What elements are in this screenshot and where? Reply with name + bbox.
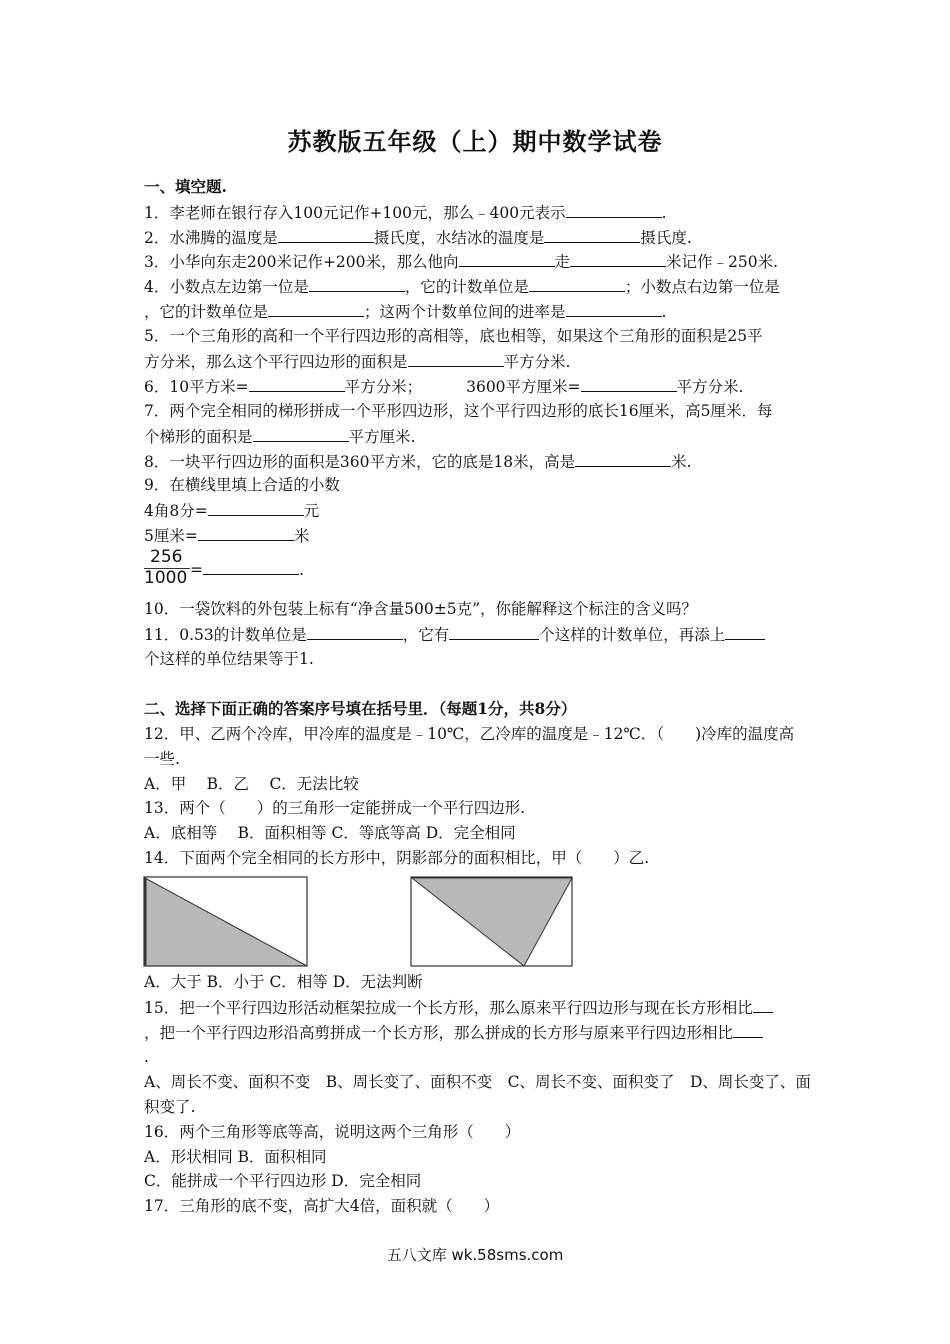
- q15-text-b: ，把一个平行四边形沿高剪拼成一个长方形，那么拼成的长方形与原来平行四边形相比: [144, 1024, 734, 1042]
- rectangle-yi-figure: [410, 876, 574, 968]
- answer-blank[interactable]: [208, 499, 304, 516]
- fraction-256-1000: [144, 547, 304, 588]
- question-11-line2: 个这样的单位结果等于1.: [144, 650, 314, 668]
- q11-text-b: ，它有: [402, 626, 450, 644]
- question-14: 14．下面两个完全相同的长方形中，阴影部分的面积相比，甲（ ）乙.: [144, 849, 650, 867]
- q8-text: 8．一块平行四边形的面积是360平方米，它的底是18米，高是: [144, 453, 576, 471]
- question-16-options-1: A．形状相同 B．面积相同: [144, 1148, 327, 1166]
- q11-text: 11．0.53的计数单位是: [144, 626, 307, 644]
- answer-blank[interactable]: [570, 250, 666, 267]
- answer-blank[interactable]: [544, 226, 640, 243]
- q9-end: .: [299, 561, 304, 579]
- question-17: 17．三角形的底不变，高扩大4倍，面积就（ ）: [144, 1197, 500, 1215]
- q8-text-b: 米.: [671, 453, 692, 471]
- question-4-line1: [144, 275, 812, 298]
- answer-blank[interactable]: [203, 558, 299, 575]
- page-title: 苏教版五年级（上）期中数学试卷: [287, 127, 663, 156]
- page-footer: 五八文库 wk.58sms.com: [386, 1246, 564, 1264]
- question-15-options-cont: 积变了.: [144, 1098, 196, 1116]
- answer-blank[interactable]: [753, 996, 773, 1013]
- question-4-line2: [144, 300, 812, 323]
- question-5-line1: 5．一个三角形的高和一个平行四边形的高相等，底也相等，如果这个三角形的面积是25平: [144, 327, 763, 345]
- answer-blank[interactable]: [309, 275, 405, 292]
- q3-text-b: 走: [554, 253, 571, 271]
- q2-text-c: 摄氏度.: [640, 229, 692, 247]
- question-11-line1: [144, 623, 812, 646]
- answer-blank[interactable]: [733, 1021, 763, 1038]
- question-12-line1: 12．甲、乙两个冷库，甲冷库的温度是﹣10℃，乙冷库的温度是﹣12℃．（ )冷库的温度高: [144, 725, 795, 743]
- answer-blank[interactable]: [249, 375, 345, 392]
- question-9b: [144, 524, 812, 547]
- question-9: 9．在横线里填上合适的小数: [144, 476, 340, 494]
- question-16-options-2: C．能拼成一个平行四边形 D．完全相同: [144, 1172, 422, 1190]
- answer-blank[interactable]: [581, 375, 677, 392]
- q9-text-b1: 4角8分=: [144, 502, 208, 520]
- q7-text-c: 平方厘米.: [348, 428, 416, 446]
- question-15-options: A、周长不变、面积不变 B、周长变了、面积不变 C、周长不变、面积变了 D、周长变了、面: [144, 1073, 811, 1091]
- q3-text: 3．小华向东走200米记作+200米，那么他向: [144, 253, 459, 271]
- question-7-line2: [144, 425, 812, 448]
- q6-text-c: 3600平方厘米=: [466, 378, 581, 396]
- q15-text: 15．把一个平行四边形活动框架拉成一个长方形，那么原来平行四边形与现在长方形相比: [144, 999, 753, 1017]
- answer-blank[interactable]: [566, 300, 662, 317]
- q4-text-e: ；这两个计数单位间的进率是: [364, 303, 566, 321]
- q5-text-c: 平方分米.: [503, 353, 571, 371]
- q4-text-d: ，它的计数单位是: [144, 303, 269, 321]
- question-15-line1: [144, 996, 812, 1019]
- q9-text-c2: 米: [293, 527, 310, 545]
- answer-blank[interactable]: [459, 250, 555, 267]
- question-16: 16．两个三角形等底等高，说明这两个三角形（ ）: [144, 1123, 521, 1141]
- q4-text: 4．小数点左边第一位是: [144, 278, 309, 296]
- q1-text: 1．李老师在银行存入100元记作+100元，那么﹣400元表示: [144, 204, 566, 222]
- fraction-equation: [190, 558, 304, 579]
- q9-text-b2: 元: [303, 502, 320, 520]
- answer-blank[interactable]: [278, 226, 374, 243]
- section1-heading: 一、填空题.: [144, 177, 227, 196]
- answer-blank[interactable]: [449, 623, 539, 640]
- answer-blank[interactable]: [408, 350, 504, 367]
- question-3: [144, 250, 812, 273]
- question-12-line2: 一些.: [144, 750, 180, 768]
- q9-text-c1: 5厘米=: [144, 527, 198, 545]
- question-13-options: A．底相等 B．面积相等 C．等底等高 D．完全相同: [144, 824, 516, 842]
- question-6: [144, 375, 812, 398]
- rectangle-jia-figure: [143, 876, 309, 968]
- fraction-numerator: 256: [150, 547, 183, 567]
- answer-blank[interactable]: [253, 425, 349, 442]
- q6-text-d: 平方分米.: [676, 378, 744, 396]
- question-9a: [144, 499, 812, 522]
- question-7-line1: 7．两个完全相同的梯形拼成一个平形四边形，这个平行四边形的底长16厘米，高5厘米．每: [144, 402, 773, 420]
- question-8: [144, 450, 812, 473]
- answer-blank[interactable]: [307, 623, 403, 640]
- q6-text-b: 平方分米；: [344, 378, 423, 396]
- answer-blank[interactable]: [529, 275, 625, 292]
- fraction-denominator: 1000: [144, 568, 188, 588]
- answer-blank[interactable]: [725, 623, 765, 640]
- shaded-triangle-yi: [412, 878, 572, 966]
- q3-text-c: 米记作﹣250米.: [666, 253, 779, 271]
- question-2: [144, 226, 812, 249]
- question-1: [144, 201, 812, 224]
- q4-text-b: ，它的计数单位是: [404, 278, 529, 296]
- question-10: 10．一袋饮料的外包装上标有“净含量500±5克”，你能解释这个标注的含义吗？: [144, 600, 698, 618]
- question-5-line2: [144, 350, 812, 373]
- q6-text: 6．10平方米=: [144, 378, 249, 396]
- equals-sign: =: [190, 561, 203, 579]
- q2-text: 2．水沸腾的温度是: [144, 229, 278, 247]
- q4-text-f: .: [661, 303, 667, 321]
- question-15-line2: [144, 1021, 812, 1044]
- question-12-options: A．甲 B．乙 C．无法比较: [144, 775, 359, 793]
- answer-blank[interactable]: [268, 300, 364, 317]
- answer-blank[interactable]: [575, 450, 671, 467]
- q7-text-b: 个梯形的面积是: [144, 428, 253, 446]
- q5-text-b: 方分米，那么这个平行四边形的面积是: [144, 353, 408, 371]
- q2-text-b: 摄氏度，水结冰的温度是: [373, 229, 545, 247]
- question-13: 13．两个（ ）的三角形一定能拼成一个平行四边形.: [144, 799, 526, 817]
- question-15-line3: .: [144, 1048, 149, 1066]
- q4-text-c: ；小数点右边第一位是: [624, 278, 780, 296]
- question-14-options: A．大于 B．小于 C．相等 D．无法判断: [144, 973, 423, 991]
- answer-blank[interactable]: [198, 524, 294, 541]
- section2-heading: 二、选择下面正确的答案序号填在括号里．（每题1分，共8分）: [144, 699, 577, 718]
- shaded-triangle-jia: [145, 878, 307, 966]
- q1-end: .: [661, 204, 667, 222]
- q11-text-c: 个这样的计数单位，再添上: [539, 626, 726, 644]
- answer-blank[interactable]: [566, 201, 662, 218]
